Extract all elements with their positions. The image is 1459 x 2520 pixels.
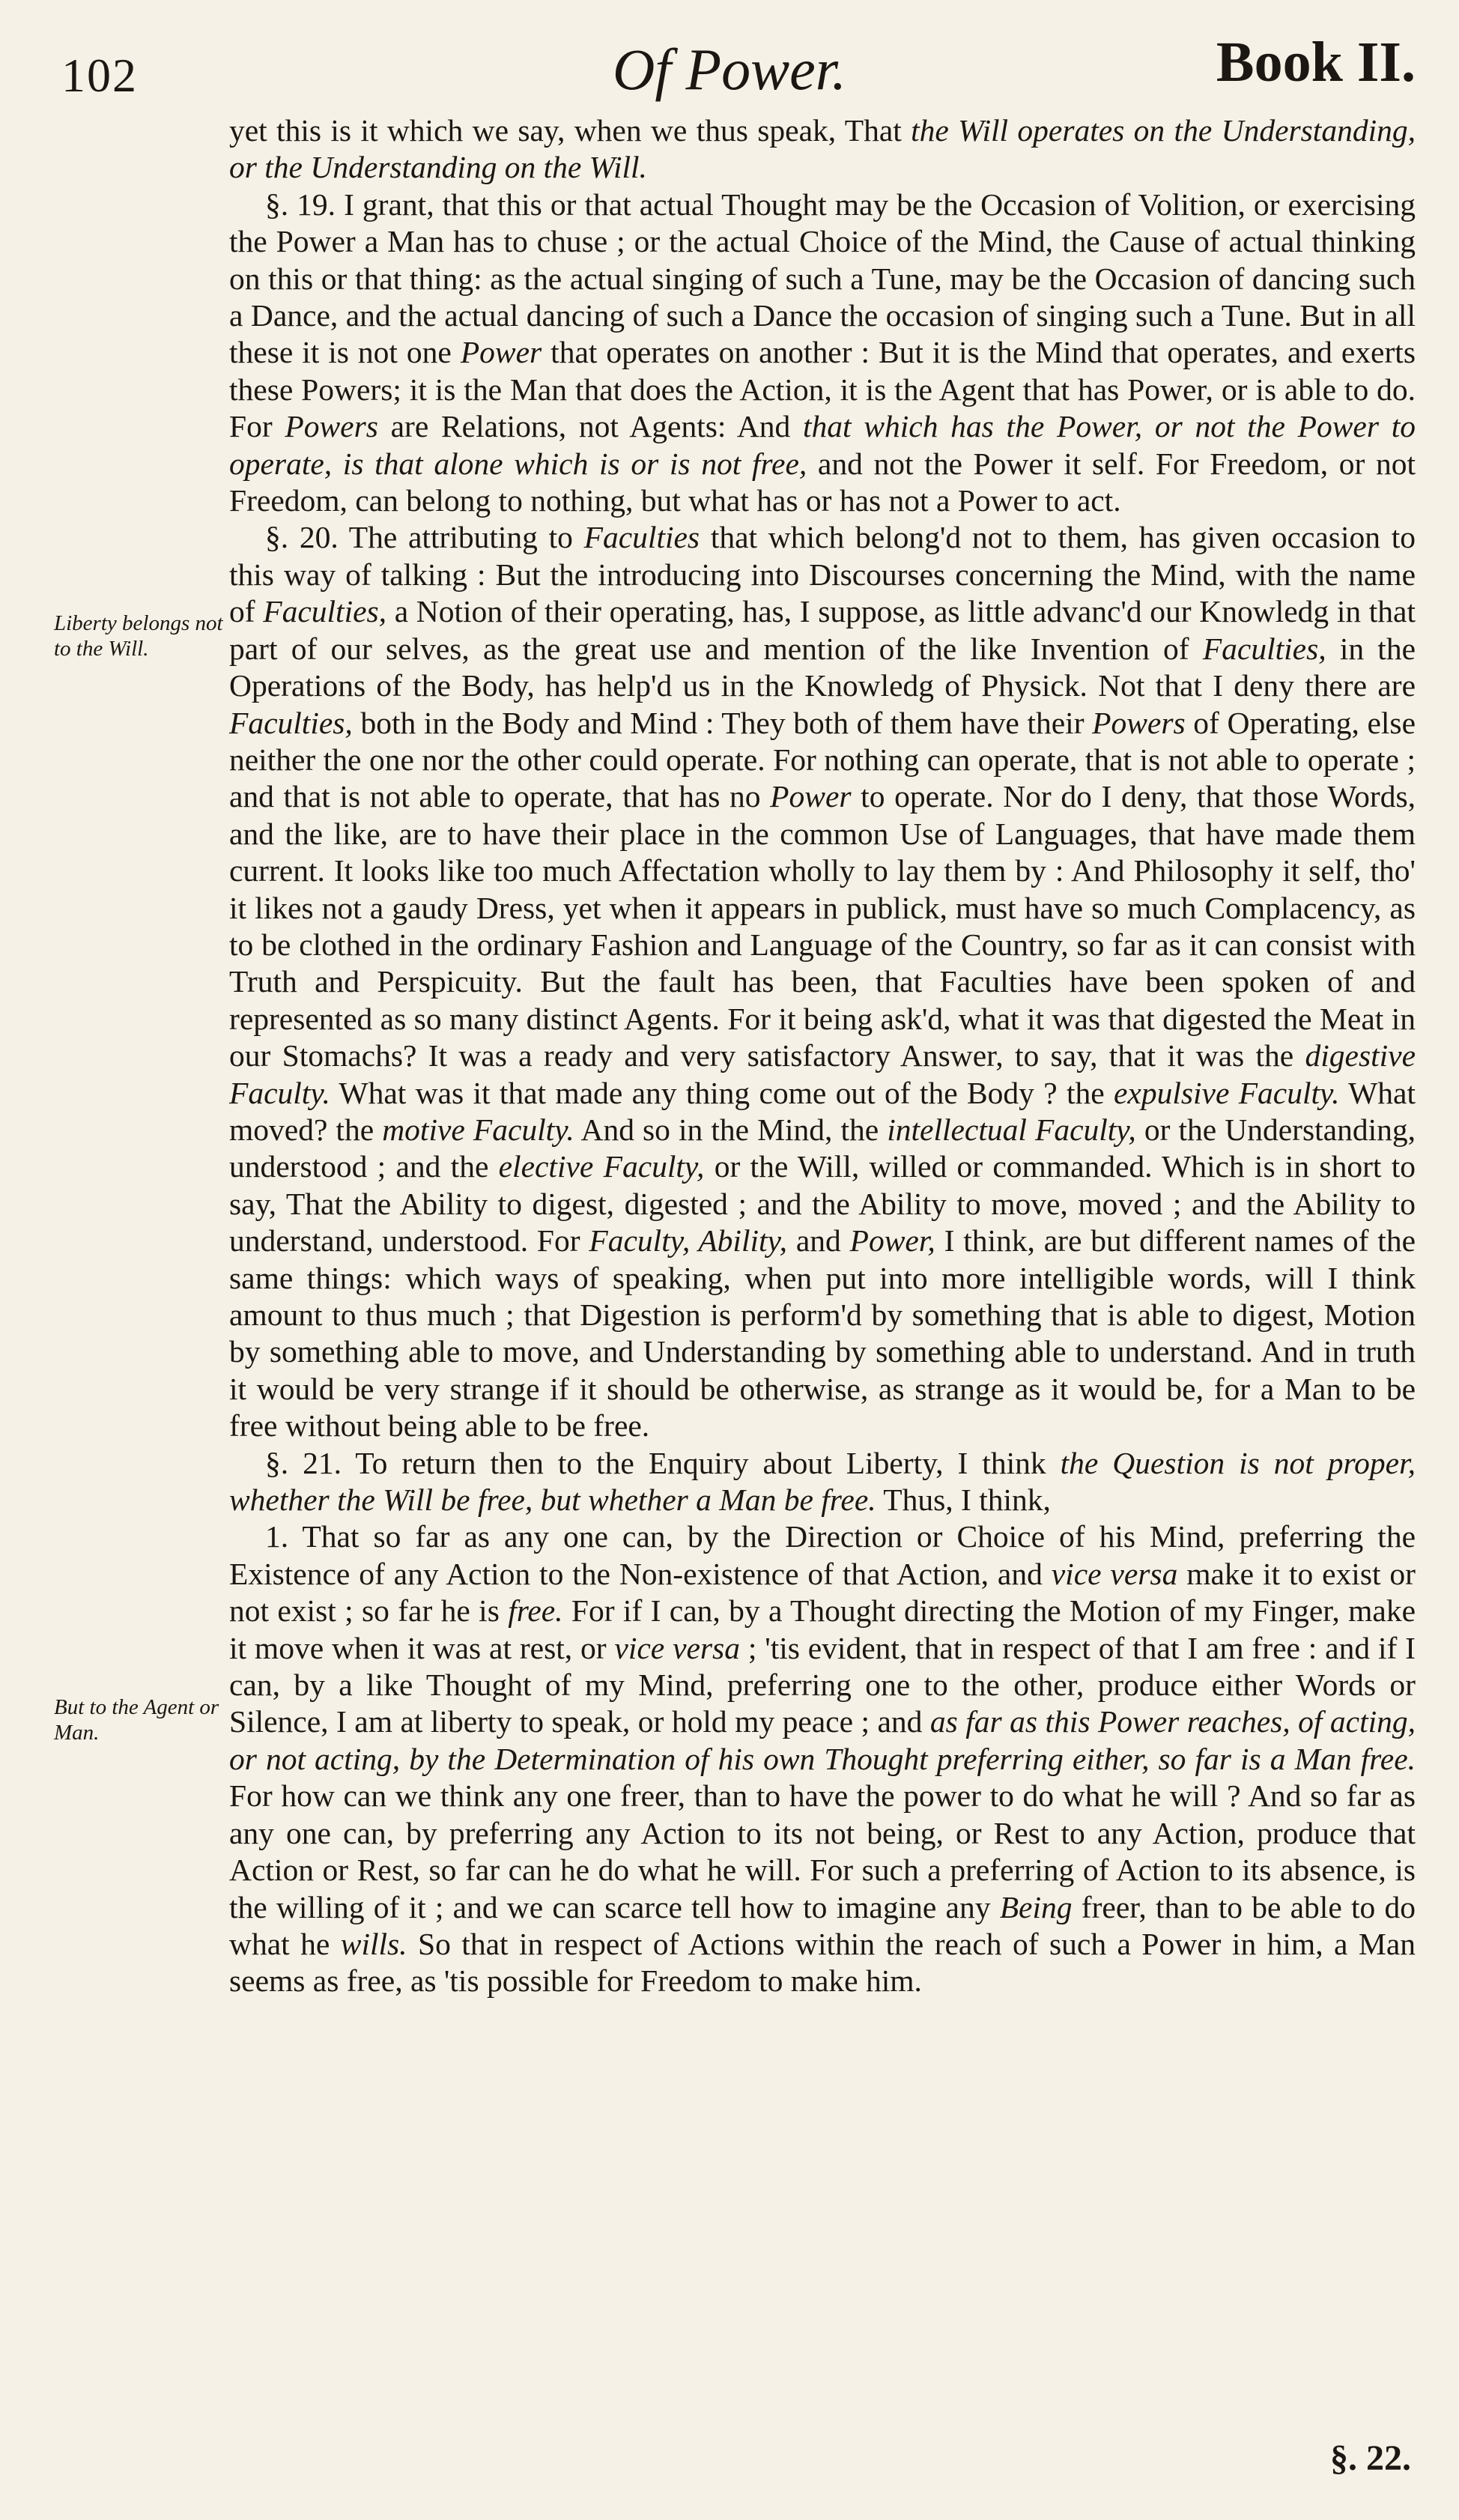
- text-run: And so in the Mind, the: [574, 1112, 888, 1147]
- italic-run: Power,: [849, 1223, 935, 1259]
- italic-run: Powers: [285, 409, 378, 444]
- text-run: or the Will, willed or commanded. Which is in short to say, That the Ability to digest, digested ; and the Ability to move, moved ; and the Ability to understand, understood. For: [229, 1149, 1416, 1259]
- italic-run: that which has the Power, or not the Power to operate, is that alone which is or is not free,: [229, 409, 1416, 481]
- text-run: Thus, I think,: [876, 1482, 1051, 1518]
- book-label: Book II.: [1216, 31, 1416, 94]
- italic-run: vice versa: [1051, 1556, 1178, 1591]
- text-run: 1. That so far as any one can, by the Direction or Choice of his Mind, preferring the Existence of any Action to the Non-existence of that Action, and: [229, 1519, 1416, 1591]
- text-run: of Operating, else neither the one nor the other could operate. For nothing can operate, that is not able to operate ; and that is not able to operate, that has no: [229, 705, 1416, 814]
- text-run: and not the Power it self. For Freedom, or not Freedom, can belong to nothing, but what has or has not a Power to act.: [229, 446, 1416, 518]
- paragraph-section-21-point-1: [229, 1518, 1416, 1999]
- margin-note-liberty: Liberty belongs not to the Will.: [54, 611, 223, 661]
- page-header: [0, 0, 1459, 112]
- italic-run: Faculties,: [1202, 631, 1326, 666]
- italic-run: Faculties,: [229, 705, 353, 740]
- italic-run: the Will operates on the Understanding, or the Understanding on the Will.: [229, 113, 1416, 185]
- text-run: that operates on another : But it is the Mind that operates, and exerts these Powers; it is the Man that does the Action, it is the Agent that has Power, or is able to do. For: [229, 335, 1416, 444]
- italic-run: motive Faculty.: [382, 1112, 574, 1147]
- text-run: §. 19. I grant, that this or that actual Thought may be the Occasion of Volition, or exercising the Power a Man has to chuse ; or the actual Choice of the Mind, the Cause of actual thinking on this or that thing: as the actual singing of such a Tune, may be the Occasion of dancing such a Dance, and the actual dancing of such a Dance the occasion of singing such a Tune. But in all these it is not one: [229, 187, 1416, 370]
- text-run: a Notion of their operating, has, I suppose, as little advanc'd our Knowledg in that part of our selves, as the great use and mention of the like Invention of: [229, 594, 1416, 666]
- text-run: freer, than to be able to do what he: [229, 1889, 1416, 1961]
- italic-run: Being: [999, 1889, 1073, 1924]
- paragraph-section-19: [229, 187, 1416, 520]
- italic-run: the Question is not proper, whether the Will be free, but whether a Man be free.: [229, 1445, 1416, 1518]
- text-run: For how can we think any one freer, than to have the power to do what he will ? And so far as any one can, by preferring any Action to its not being, or Rest to any Action, produce that Action or Rest, so far can he do what he will. For such a preferring of Action to its absence, is the willing of it ; and we can scarce tell how to imagine any: [229, 1778, 1416, 1924]
- italic-run: Power: [770, 779, 852, 814]
- text-run: §. 20. The attributing to: [265, 520, 584, 555]
- italic-run: intellectual Faculty,: [887, 1112, 1136, 1147]
- italic-run: free.: [508, 1593, 563, 1629]
- paragraph-section-21: [229, 1445, 1416, 1519]
- catchword: §. 22.: [1330, 2438, 1411, 2478]
- italic-run: wills.: [340, 1926, 407, 1961]
- text-run: So that in respect of Actions within the reach of such a Power in him, a Man seems as free, as 'tis possible for Freedom to make him.: [229, 1926, 1416, 1999]
- text-run: both in the Body and Mind : They both of them have their: [352, 705, 1093, 740]
- text-run: I think, are but different names of the same things: which ways of speaking, when put into more intelligible words, will I think amount to thus much ; that Digestion is perform'd by something that is able to digest, Motion by something able to move, and Understanding by something able to understand. And in truth it would be very strange if it should be otherwise, as strange as it would be, for a Man to be free without being able to be free.: [229, 1223, 1416, 1444]
- italic-run: Faculties: [583, 520, 700, 555]
- text-run: §. 21. To return then to the Enquiry about Liberty, I think: [265, 1445, 1061, 1480]
- text-run: What was it that made any thing come out of the Body ? the: [330, 1075, 1114, 1110]
- text-run: What moved? the: [229, 1075, 1416, 1147]
- text-run: are Relations, not Agents: And: [377, 409, 804, 444]
- italic-run: vice versa: [614, 1630, 740, 1665]
- body-text: [229, 112, 1416, 2000]
- italic-run: Power: [460, 335, 542, 370]
- italic-run: as far as this Power reaches, of acting, or not acting, by the Determination of his own Thought preferring either, so far is a Man free.: [229, 1704, 1416, 1776]
- text-run: that which belong'd not to them, has given occasion to this way of talking : But the introducing into Discourses concerning the Mind, with the name of: [229, 520, 1416, 629]
- text-run: to operate. Nor do I deny, that those Words, and the like, are to have their place in the common Use of Languages, that have made them current. It looks like too much Affectation wholly to lay them by : And Philosophy it self, tho' it likes not a gaudy Dress, yet when it appears in publick, must have so much Complacency, as to be clothed in the ordinary Fashion and Language of the Country, so far as it can consist with Truth and Perspicuity. But the fault has been, that Faculties have been spoken of and represented as so many distinct Agents. For it being ask'd, what it was that digested the Meat in our Stomachs? It was a ready and very satisfactory Answer, to say, that it was the: [229, 779, 1416, 1073]
- italic-run: elective Faculty,: [498, 1149, 705, 1184]
- text-run: make it to exist or not exist ; so far he is: [229, 1556, 1416, 1629]
- running-title: Of Power.: [613, 37, 846, 102]
- text-run: ; 'tis evident, that in respect of that I am free : and if I can, by a like Thought of my Mind, preferring one to the other, produce either Words or Silence, I am at liberty to speak, or hold my peace ; and: [229, 1630, 1416, 1739]
- text-run: in the Operations of the Body, has help'd us in the Knowledg of Physick. Not that I deny there are: [229, 631, 1416, 703]
- italic-run: Faculty, Ability,: [589, 1223, 788, 1259]
- italic-run: Powers: [1092, 705, 1186, 740]
- paragraph-continuation: [229, 112, 1416, 187]
- margin-note-agent: But to the Agent or Man.: [54, 1695, 219, 1745]
- text-run: or the Understanding, understood ; and the: [229, 1112, 1416, 1184]
- italic-run: digestive Faculty.: [229, 1038, 1416, 1110]
- italic-run: Faculties,: [263, 594, 387, 629]
- page-number: 102: [61, 49, 138, 102]
- paragraph-section-20: [229, 519, 1416, 1444]
- italic-run: expulsive Faculty.: [1113, 1075, 1340, 1110]
- text-run: and: [787, 1223, 850, 1259]
- text-run: yet this is it which we say, when we thus speak, That: [229, 113, 912, 148]
- text-run: For if I can, by a Thought directing the Motion of my Finger, make it move when it was at rest, or: [229, 1593, 1416, 1665]
